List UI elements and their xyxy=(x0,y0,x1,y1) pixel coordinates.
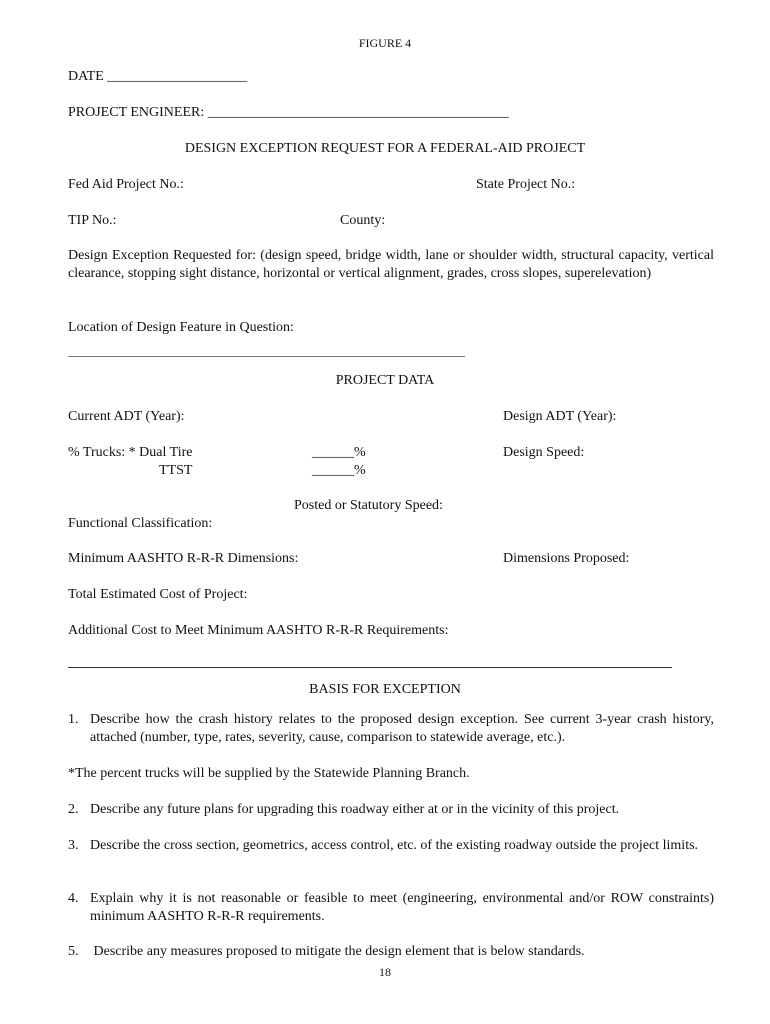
total-estimated-cost: Total Estimated Cost of Project: xyxy=(68,587,248,602)
basis-item-text: Describe any measures proposed to mitigate the design element that is below standards. xyxy=(90,944,585,959)
posted-statutory-speed: Posted or Statutory Speed: xyxy=(294,498,443,513)
basis-item-number: 4. xyxy=(68,891,79,906)
ttst-label: TTST xyxy=(159,463,193,478)
dual-tire-percent: ______% xyxy=(312,445,366,460)
ttst-percent: ______% xyxy=(312,463,366,478)
functional-classification: Functional Classification: xyxy=(68,516,213,531)
design-exception-requested: Design Exception Requested for: (design speed, bridge width, lane or shoulder width, structural capacity, vertical clearance, stopping sight distance, horizontal or vertical alignment, grades, cross slopes, superelevation) xyxy=(68,248,714,281)
basis-item-text: Describe the cross section, geometrics, access control, etc. of the existing roadway outside the project limits. xyxy=(90,838,699,853)
tip-no: TIP No.: xyxy=(68,213,117,228)
basis-heading: BASIS FOR EXCEPTION xyxy=(309,682,461,697)
current-adt: Current ADT (Year): xyxy=(68,409,185,424)
basis-item-number: 3. xyxy=(68,838,79,853)
design-adt: Design ADT (Year): xyxy=(503,409,617,424)
minimum-aashto-dimensions: Minimum AASHTO R-R-R Dimensions: xyxy=(68,551,299,566)
truck-percent-footnote: *The percent trucks will be supplied by the Statewide Planning Branch. xyxy=(68,766,470,781)
basis-item-4 xyxy=(68,890,714,926)
basis-item-text: Describe any future plans for upgrading this roadway either at or in the vicinity of this project. xyxy=(90,802,620,817)
county: County: xyxy=(340,213,386,228)
basis-item-1 xyxy=(68,711,714,747)
basis-item-text: Explain why it is not reasonable or feasible to meet (engineering, environmental and/or ROW constraints) minimum AASHTO R-R-R requirements. xyxy=(90,891,714,924)
project-data-heading: PROJECT DATA xyxy=(335,373,435,388)
section-divider-rule xyxy=(68,667,672,668)
design-speed: Design Speed: xyxy=(503,445,585,460)
basis-item-3 xyxy=(68,837,714,855)
figure-label: FIGURE 4 xyxy=(358,36,412,50)
page-number: 18 xyxy=(379,965,391,979)
trucks-dual-tire: % Trucks: * Dual Tire xyxy=(68,445,193,460)
form-title: DESIGN EXCEPTION REQUEST FOR A FEDERAL-AID PROJECT xyxy=(184,141,586,156)
dimensions-proposed: Dimensions Proposed: xyxy=(503,551,630,566)
basis-item-number: 2. xyxy=(68,802,79,817)
basis-item-number: 1. xyxy=(68,712,79,727)
basis-item-2 xyxy=(68,801,714,819)
basis-item-number: 5. xyxy=(68,944,79,959)
additional-cost: Additional Cost to Meet Minimum AASHTO R-R-R Requirements: xyxy=(68,623,449,638)
basis-item-text: Describe how the crash history relates to the proposed design exception. See current 3-year crash history, attached (number, type, rates, severity, cause, comparison to statewide average, etc.). xyxy=(90,712,714,745)
fed-aid-project-no: Fed Aid Project No.: xyxy=(68,177,184,192)
project-engineer-field: PROJECT ENGINEER: ___________________________________________ xyxy=(68,105,509,120)
state-project-no: State Project No.: xyxy=(476,177,576,192)
date-field: DATE ____________________ xyxy=(68,69,248,84)
basis-item-5 xyxy=(68,943,714,961)
location-of-design-feature: Location of Design Feature in Question: xyxy=(68,320,294,335)
location-rule xyxy=(68,356,465,357)
